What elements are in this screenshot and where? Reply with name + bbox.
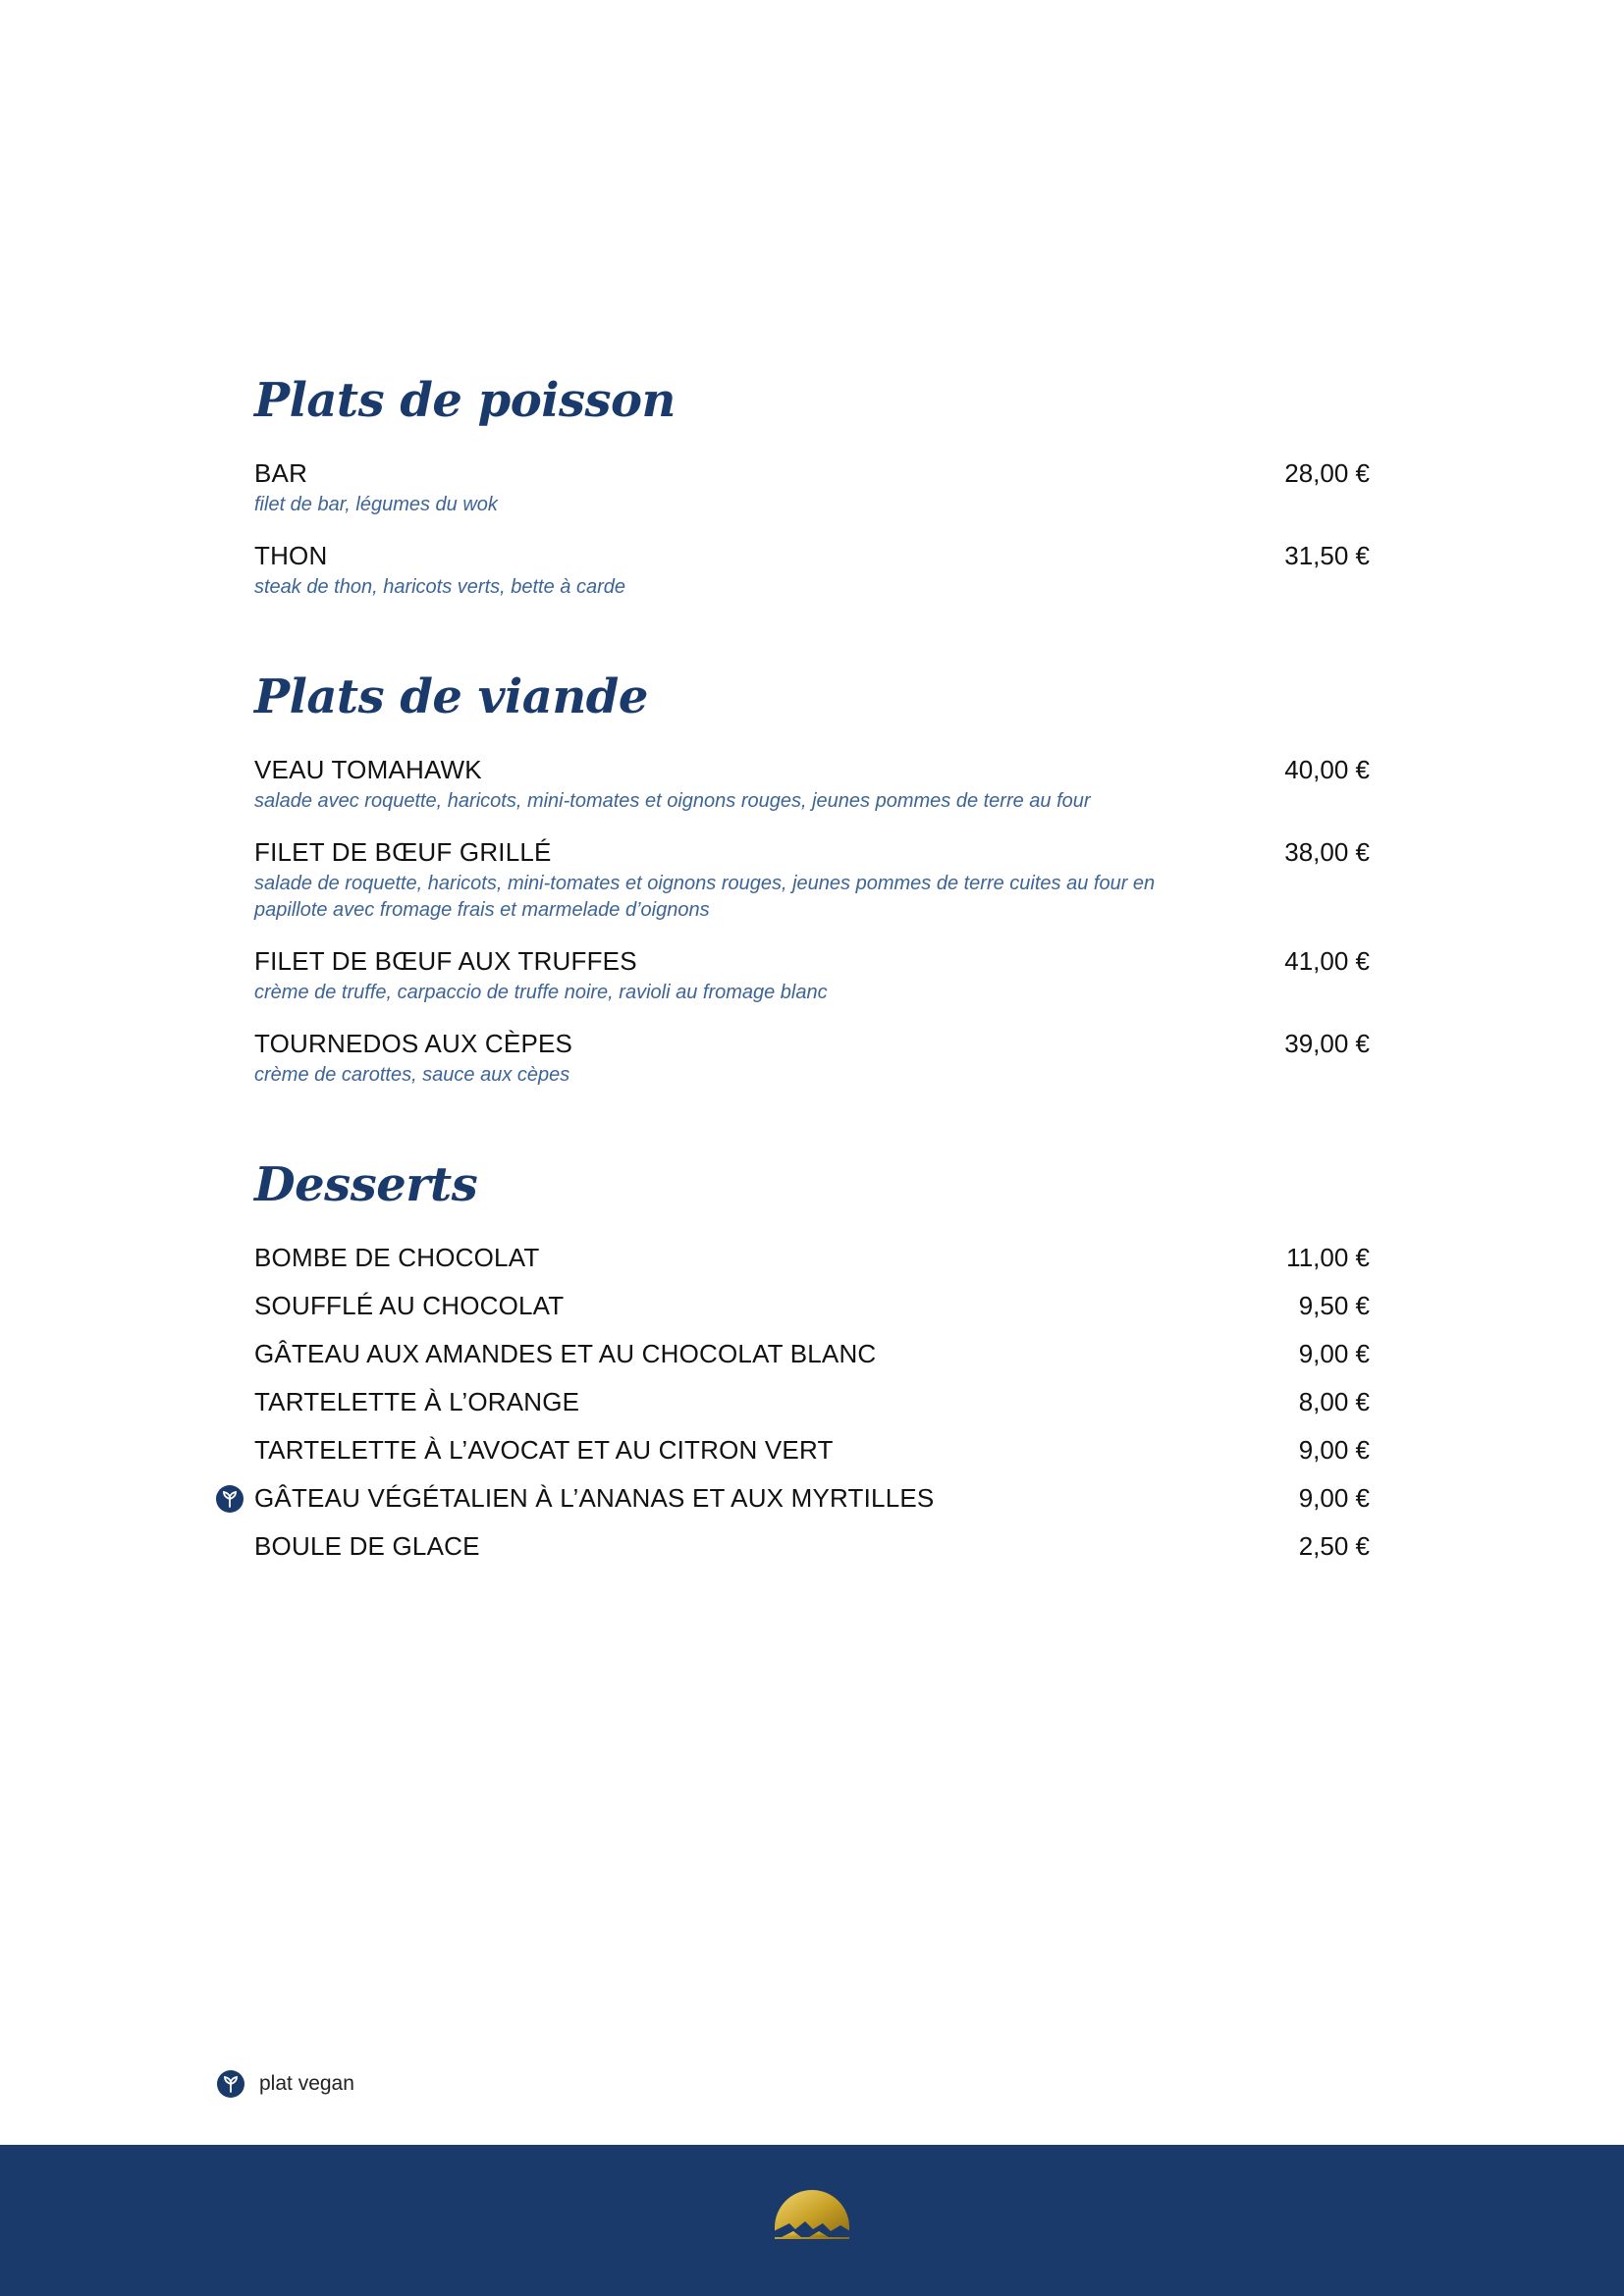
vegan-leaf-icon xyxy=(216,2069,245,2099)
item-price: 39,00 € xyxy=(1284,1029,1370,1058)
menu-item xyxy=(254,1530,1370,1563)
item-name: TARTELETTE À L’AVOCAT ET AU CITRON VERT xyxy=(254,1435,834,1465)
item-name: GÂTEAU AUX AMANDES ET AU CHOCOLAT BLANC xyxy=(254,1339,877,1368)
item-name: BOULE DE GLACE xyxy=(254,1531,480,1561)
item-name: VEAU TOMAHAWK xyxy=(254,755,482,784)
section-fish xyxy=(254,373,1370,601)
item-price: 11,00 € xyxy=(1286,1243,1370,1272)
item-price: 28,00 € xyxy=(1284,458,1370,488)
menu-item xyxy=(254,945,1370,1006)
item-price: 9,00 € xyxy=(1298,1435,1370,1465)
sun-logo-icon xyxy=(772,2186,852,2247)
menu-content xyxy=(254,373,1370,1631)
item-name: BAR xyxy=(254,458,308,488)
menu-item xyxy=(254,1434,1370,1467)
menu-item xyxy=(254,457,1370,518)
item-price: 8,00 € xyxy=(1298,1387,1370,1416)
item-price: 41,00 € xyxy=(1284,946,1370,976)
menu-item xyxy=(254,540,1370,601)
menu-item xyxy=(254,1290,1370,1322)
item-description: salade de roquette, haricots, mini-tomates et oignons rouges, jeunes pommes de terre cuites au four en papillote avec fromage frais et marmelade d’oignons xyxy=(254,873,1156,921)
item-description: salade avec roquette, haricots, mini-tomates et oignons rouges, jeunes pommes de terre au four xyxy=(254,790,1091,812)
item-name: FILET DE BŒUF AUX TRUFFES xyxy=(254,946,637,976)
item-price: 9,00 € xyxy=(1298,1339,1370,1368)
section-title: Desserts xyxy=(254,1157,478,1212)
vegan-leaf-icon xyxy=(215,1484,244,1514)
item-name: THON xyxy=(254,541,328,570)
item-price: 9,50 € xyxy=(1298,1291,1370,1320)
section-title: Plats de poisson xyxy=(254,373,676,428)
item-description: crème de truffe, carpaccio de truffe noire, ravioli au fromage blanc xyxy=(254,982,828,1003)
menu-item xyxy=(254,836,1370,924)
footer-bar xyxy=(0,2145,1624,2296)
item-price: 31,50 € xyxy=(1284,541,1370,570)
item-name: BOMBE DE CHOCOLAT xyxy=(254,1243,540,1272)
menu-item xyxy=(254,1482,1370,1515)
item-description: filet de bar, légumes du wok xyxy=(254,494,498,515)
item-description: crème de carottes, sauce aux cèpes xyxy=(254,1064,570,1086)
item-name: FILET DE BŒUF GRILLÉ xyxy=(254,837,552,867)
item-description: steak de thon, haricots verts, bette à carde xyxy=(254,576,625,598)
item-name: GÂTEAU VÉGÉTALIEN À L’ANANAS ET AUX MYRTILLES xyxy=(254,1483,935,1513)
menu-item xyxy=(254,1338,1370,1370)
menu-item xyxy=(254,1242,1370,1274)
legend xyxy=(216,2069,354,2099)
legend-label: plat vegan xyxy=(259,2072,354,2095)
item-name: TOURNEDOS AUX CÈPES xyxy=(254,1029,573,1058)
menu-item xyxy=(254,1028,1370,1089)
section-title: Plats de viande xyxy=(254,669,648,724)
item-price: 38,00 € xyxy=(1284,837,1370,867)
item-price: 9,00 € xyxy=(1298,1483,1370,1513)
menu-item xyxy=(254,754,1370,815)
item-name: SOUFFLÉ AU CHOCOLAT xyxy=(254,1291,565,1320)
section-meat xyxy=(254,669,1370,1089)
item-price: 2,50 € xyxy=(1298,1531,1370,1561)
menu-item xyxy=(254,1386,1370,1418)
item-price: 40,00 € xyxy=(1284,755,1370,784)
item-name: TARTELETTE À L’ORANGE xyxy=(254,1387,580,1416)
section-desserts xyxy=(254,1157,1370,1563)
